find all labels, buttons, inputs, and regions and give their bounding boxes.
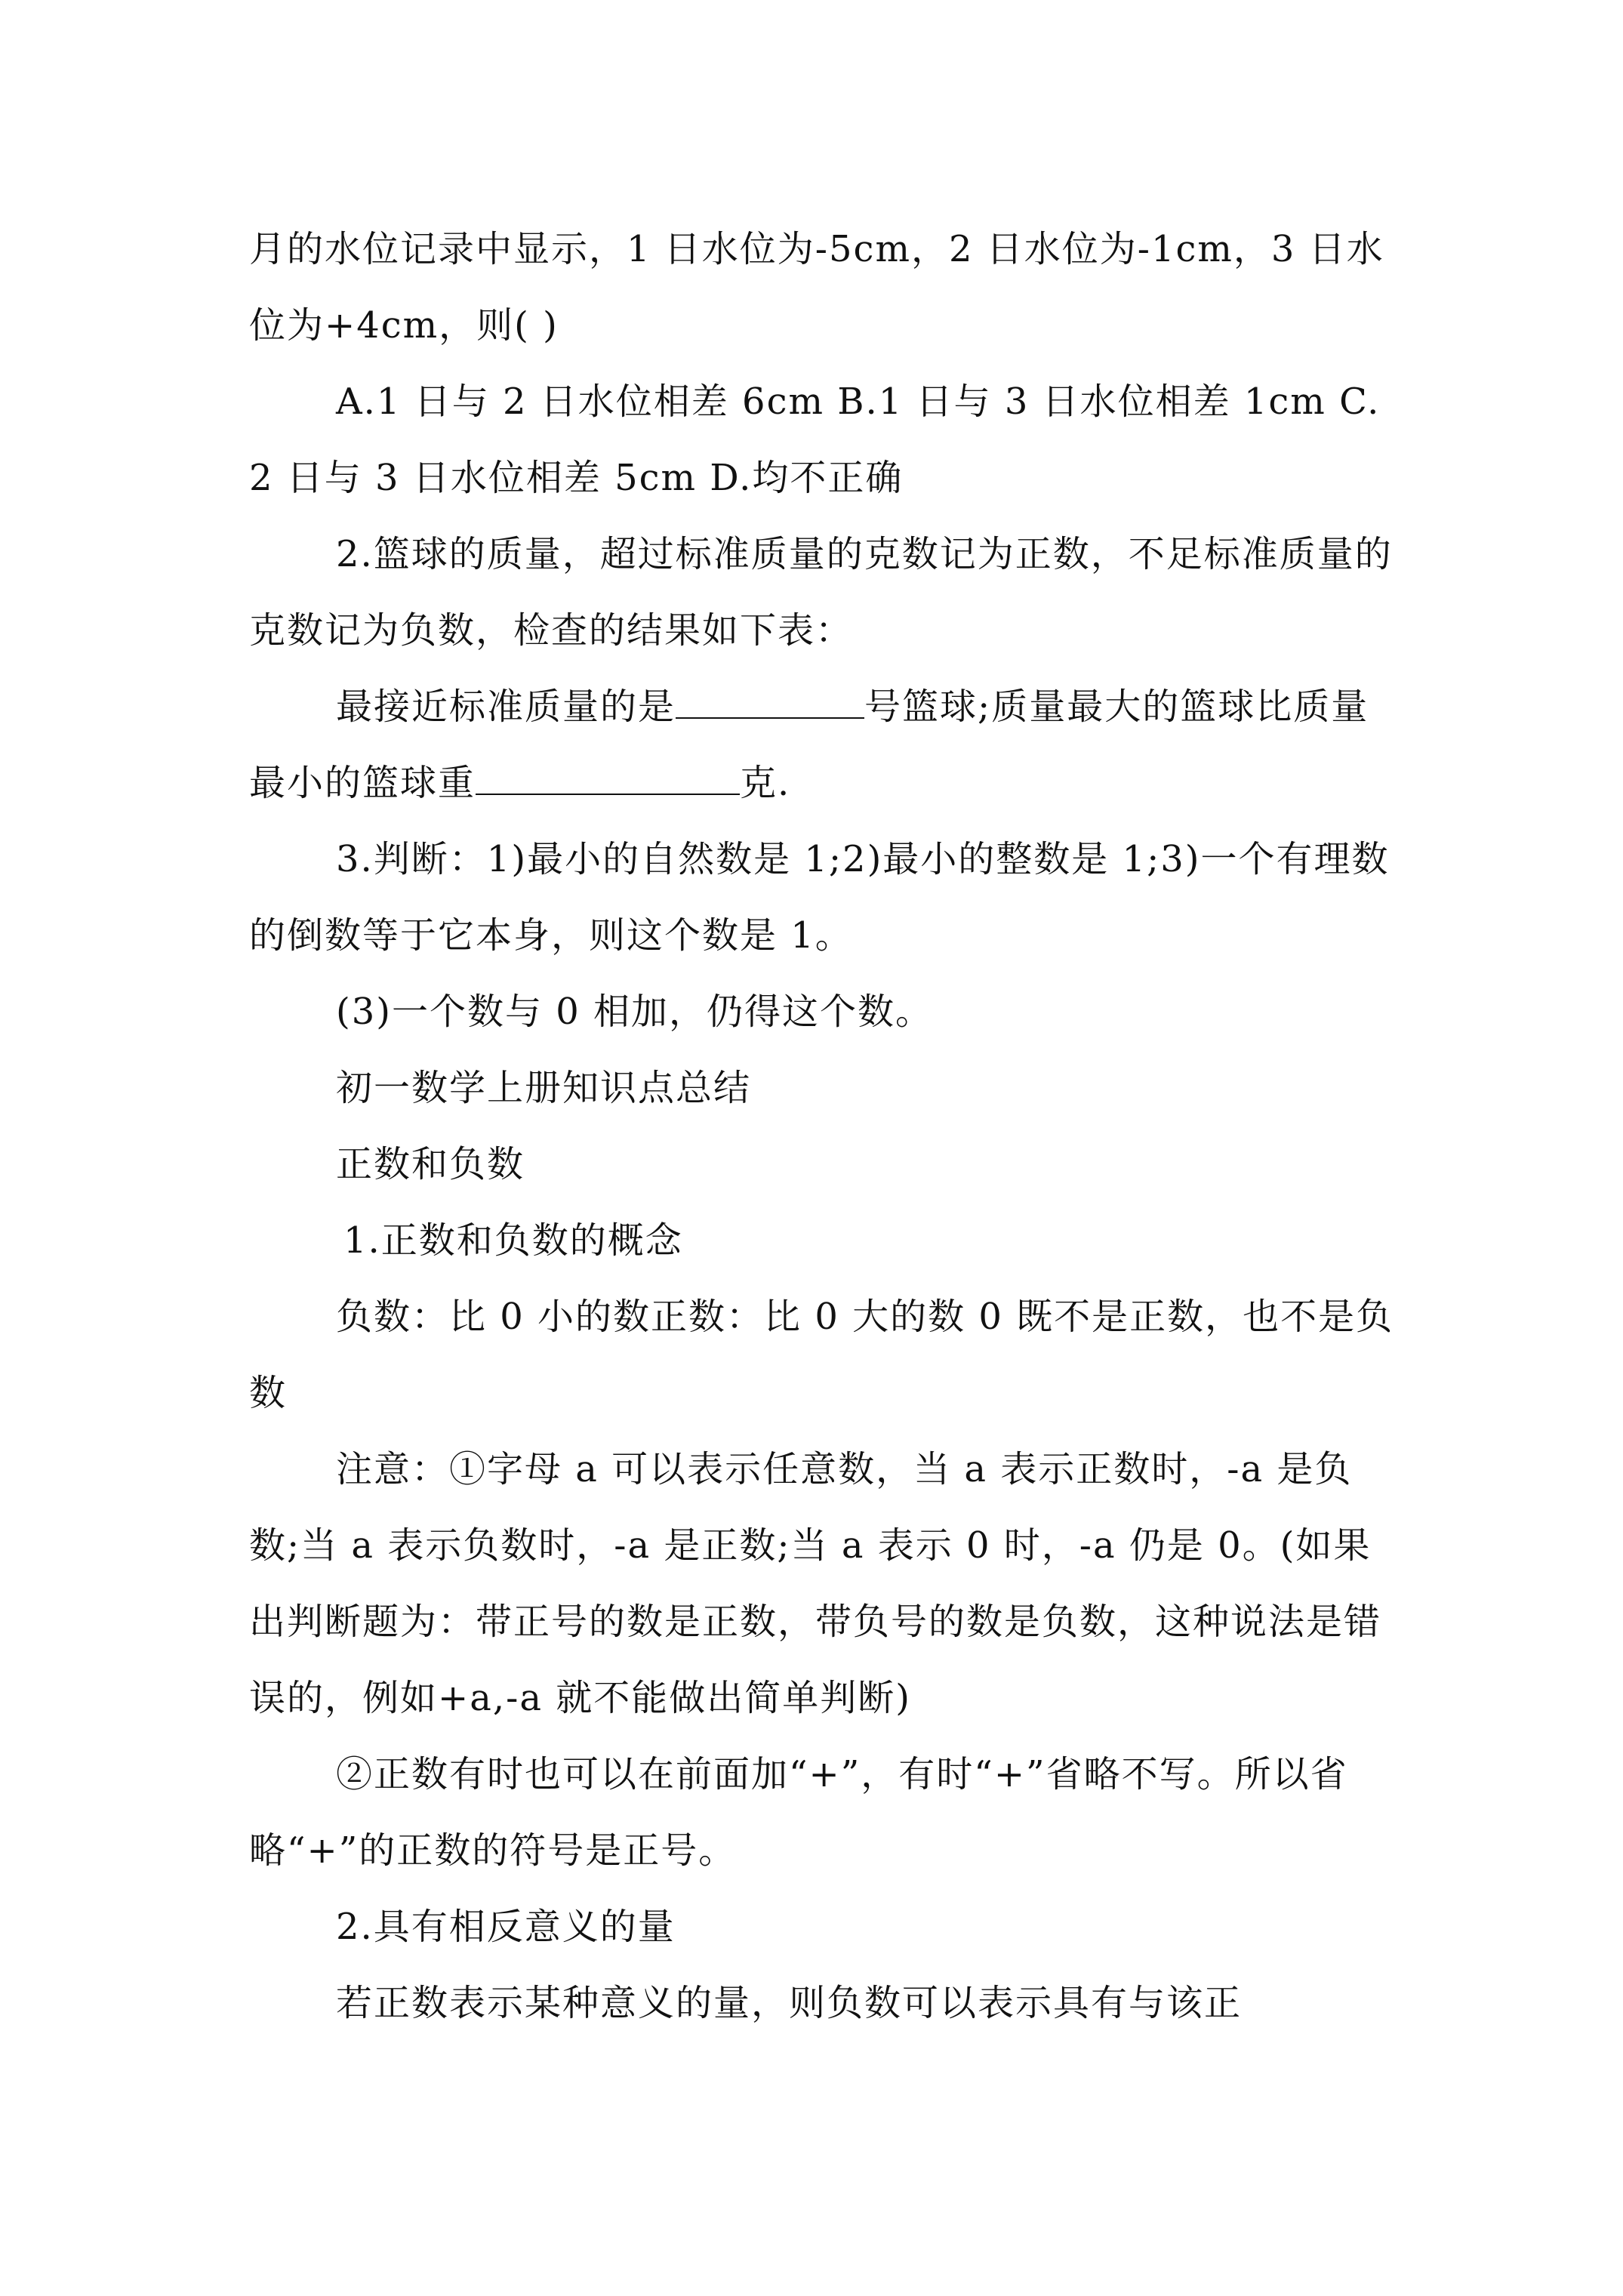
section-heading-summary: 初一数学上册知识点总结 xyxy=(336,1067,752,1109)
paragraph-water-level-question: 月的水位记录中显示，1 日水位为-5cm，2 日水位为-1cm，3 日水位为+4cm，则( ) xyxy=(249,228,1384,347)
section-heading-positive-negative: 正数和负数 xyxy=(336,1143,525,1185)
paragraph-definitions: 负数：比 0 小的数正数：比 0 大的数 0 既不是正数，也不是负数 xyxy=(249,1296,1394,1414)
answer-blank-2 xyxy=(476,754,740,795)
fill-blank-text-2: 号篮球;质量最大的篮球比质量最小的篮球重 xyxy=(249,686,1369,804)
paragraph-opposite-quantities: 若正数表示某种意义的量，则负数可以表示具有与该正 xyxy=(336,1982,1243,2024)
document-body xyxy=(249,211,1397,2042)
paragraph-judgment-item-3: (3)一个数与 0 相加，仍得这个数。 xyxy=(336,991,934,1033)
fill-blank-text-3: 克. xyxy=(740,762,791,804)
answer-blank-1 xyxy=(676,678,864,719)
paragraph-answer-options: A.1 日与 2 日水位相差 6cm B.1 日与 3 日水位相差 1cm C.2 日与 3 日水位相差 5cm D.均不正确 xyxy=(249,381,1381,499)
subheading-opposite-quantities: 2.具有相反意义的量 xyxy=(336,1906,676,1948)
subheading-concepts: 1.正数和负数的概念 xyxy=(343,1219,683,1262)
paragraph-judgment-question: 3.判断：1)最小的自然数是 1;2)最小的整数是 1;3)一个有理数的倒数等于它本身，则这个数是 1。 xyxy=(249,838,1390,957)
fill-blank-text-1: 最接近标准质量的是 xyxy=(336,686,676,728)
paragraph-note-2: ②正数有时也可以在前面加“+”，有时“+”省略不写。所以省略“+”的正数的符号是正号。 xyxy=(249,1753,1348,1872)
paragraph-basketball-question: 2.篮球的质量，超过标准质量的克数记为正数，不足标准质量的克数记为负数，检查的结果如下表： xyxy=(249,533,1393,652)
paragraph-note-1: 注意：①字母 a 可以表示任意数，当 a 表示正数时，-a 是负数;当 a 表示负数时，-a 是正数;当 a 表示 0 时，-a 仍是 0。(如果出判断题为：带正号的数是正数，带负号的数是负数，这种说法是错误的，例如+a,-a 就不能做出简单判断) xyxy=(249,1448,1382,1719)
paragraph-fill-blank xyxy=(249,669,1397,821)
